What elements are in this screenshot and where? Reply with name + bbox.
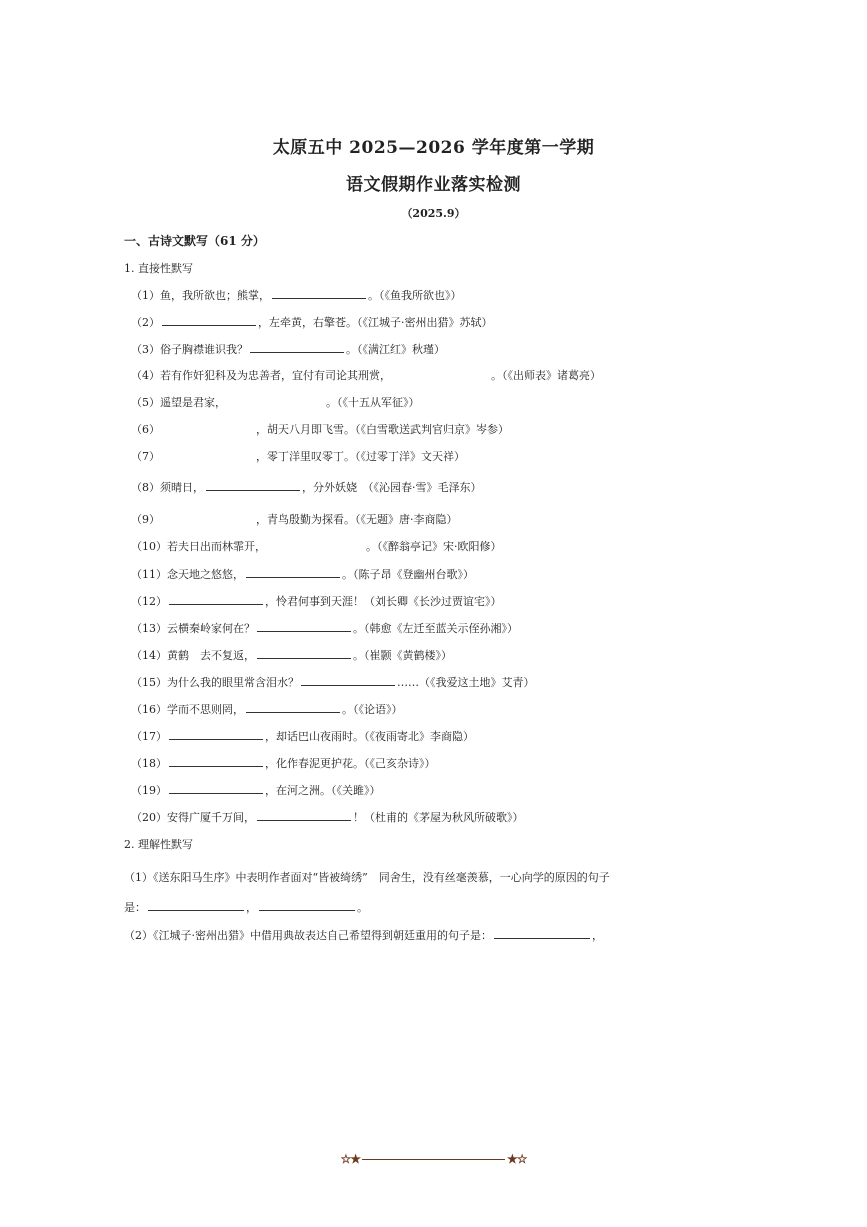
- answer-blank[interactable]: [257, 808, 351, 821]
- question-suffix: 。（《出师表》诸葛亮）: [491, 369, 601, 382]
- question-item: [131, 538, 502, 554]
- question-item: [131, 808, 524, 825]
- question-item: [131, 646, 452, 663]
- exam-date: （2025.9）: [401, 207, 466, 220]
- question-prefix: 学而不思则罔，: [167, 703, 244, 716]
- question-number: （9）: [131, 513, 160, 526]
- question-number: （6）: [131, 423, 160, 436]
- question-suffix: ，在河之洲。（《关雎》）: [265, 784, 381, 797]
- question-item: [131, 313, 493, 330]
- exam-title: 太原五中 2025—2026 学年度第一学期: [272, 138, 595, 158]
- question-item: [131, 700, 403, 717]
- question-suffix: ！（杜甫的《茅屋为秋风所破歌》）: [353, 811, 524, 824]
- question-suffix: 。（崔颢《黄鹤楼》）: [353, 649, 452, 662]
- answer-blank[interactable]: [301, 673, 395, 686]
- question-suffix: 。（《醉翁亭记》宋·欧阳修）: [366, 540, 502, 553]
- question-number: （8）: [131, 481, 160, 494]
- question-number: （17）: [131, 730, 167, 743]
- footer-stars-left: ☆★: [340, 1152, 360, 1166]
- answer-blank[interactable]: [148, 898, 244, 911]
- question-number: （5）: [131, 396, 160, 409]
- question-prefix: 黄鹤 去不复返，: [167, 649, 255, 662]
- question-suffix: ，青鸟殷勤为探看。（《无题》唐·李商隐）: [256, 513, 458, 526]
- question-suffix: ，左牵黄，右擎苍。（《江城子·密州出猎》苏轼）: [258, 316, 493, 329]
- question-prefix: 须晴日，: [160, 481, 204, 494]
- question-item: [131, 448, 465, 464]
- question-item: [131, 565, 474, 582]
- question-suffix: 。（《满江红》秋瑾）: [346, 343, 445, 356]
- question-item: [131, 367, 601, 383]
- answer-blank[interactable]: [169, 781, 263, 794]
- question-understanding-1: [124, 869, 610, 885]
- question-item: [131, 673, 535, 690]
- question-suffix: 。（韩愈《左迁至蓝关示侄孙湘》）: [353, 622, 518, 635]
- question-prefix: 鱼，我所欲也；熊掌，: [160, 289, 270, 302]
- question-number: （4）: [131, 369, 160, 382]
- question-prefix: 云横秦岭家何在？: [167, 622, 255, 635]
- section-heading: 一、古诗文默写（61 分）: [124, 234, 265, 248]
- question-item: [131, 592, 502, 609]
- question-number: （16）: [131, 703, 167, 716]
- question-number: （20）: [131, 811, 167, 824]
- question-number: （13）: [131, 622, 167, 635]
- page-footer: [0, 1152, 867, 1166]
- question-number: （18）: [131, 757, 167, 770]
- question-number: （12）: [131, 595, 167, 608]
- question-number: （3）: [131, 343, 160, 356]
- answer-blank[interactable]: [169, 727, 263, 740]
- question-item: [131, 478, 482, 495]
- answer-blank[interactable]: [206, 478, 300, 491]
- question-suffix: ，分外妖娆 （《沁园春·雪》毛泽东）: [302, 481, 482, 494]
- answer-blank[interactable]: [259, 898, 355, 911]
- subsection-direct: 1. 直接性默写: [124, 262, 193, 275]
- question-item: [131, 340, 445, 357]
- question-prefix: 安得广厦千万间，: [167, 811, 255, 824]
- question-text: （2）《江城子·密州出猎》中借用典故表达自己希望得到朝廷重用的句子是：: [124, 929, 492, 942]
- answer-blank[interactable]: [257, 619, 351, 632]
- question-number: （7）: [131, 450, 160, 463]
- question-suffix: ，怜君何事到天涯！（刘长卿《长沙过贾谊宅》）: [265, 595, 502, 608]
- question-number: （14）: [131, 649, 167, 662]
- answer-blank[interactable]: [169, 754, 263, 767]
- footer-rule: [362, 1159, 505, 1160]
- question-suffix: ，胡天八月即飞雪。（《白雪歌送武判官归京》岑参）: [256, 423, 509, 436]
- question-suffix: 。（《论语》）: [342, 703, 403, 716]
- answer-blank[interactable]: [246, 700, 340, 713]
- answer-blank[interactable]: [246, 565, 340, 578]
- question-prefix: 若有作奸犯科及为忠善者，宜付有司论其刑赏，: [160, 369, 391, 382]
- question-number: （1）: [131, 289, 160, 302]
- question-suffix: ……（《我爱这土地》艾青）: [397, 676, 535, 689]
- question-prefix: 念天地之悠悠，: [167, 568, 244, 581]
- question-prefix: 遥望是君家，: [160, 396, 226, 409]
- question-number: （2）: [131, 316, 160, 329]
- answer-blank[interactable]: [257, 646, 351, 659]
- question-item: [131, 421, 509, 437]
- question-suffix: 。（陈子昂《登幽州台歌》）: [342, 568, 474, 581]
- question-number: （10）: [131, 540, 167, 553]
- question-suffix: 。（《鱼我所欲也》）: [368, 289, 462, 302]
- question-item: [131, 619, 518, 636]
- question-item: [131, 781, 381, 798]
- question-understanding-2: [124, 926, 603, 943]
- question-prefix: 若夫日出而林霏开，: [167, 540, 266, 553]
- answer-prefix: 是：: [124, 901, 146, 914]
- question-suffix: ，零丁洋里叹零丁。（《过零丁洋》文天祥）: [256, 450, 465, 463]
- question-item: [131, 286, 462, 303]
- question-prefix: 为什么我的眼里常含泪水？: [167, 676, 299, 689]
- question-suffix: ，却话巴山夜雨时。（《夜雨寄北》李商隐）: [265, 730, 474, 743]
- question-suffix: ，化作春泥更护花。（《己亥杂诗》）: [265, 757, 436, 770]
- answer-blank[interactable]: [169, 592, 263, 605]
- footer-stars-right: ★☆: [507, 1152, 527, 1166]
- question-number: （19）: [131, 784, 167, 797]
- question-item: [131, 511, 458, 527]
- question-item: [131, 754, 436, 771]
- question-number: （11）: [131, 568, 167, 581]
- terminator: ，: [592, 929, 603, 942]
- answer-blank[interactable]: [162, 313, 256, 326]
- answer-blank[interactable]: [494, 926, 590, 939]
- terminator: 。: [357, 901, 368, 914]
- answer-blank[interactable]: [272, 286, 366, 299]
- question-suffix: 。（《十五从军征》）: [326, 396, 420, 409]
- answer-blank[interactable]: [250, 340, 344, 353]
- question-text: （1）《送东阳马生序》中表明作者面对“皆被绮绣” 同舍生，没有丝毫羡慕，一心向学的原因的句子: [124, 871, 610, 884]
- subsection-understanding: 2. 理解性默写: [124, 838, 193, 851]
- separator: ，: [246, 901, 257, 914]
- exam-subtitle: 语文假期作业落实检测: [346, 175, 521, 195]
- question-prefix: 俗子胸襟谁识我？: [160, 343, 248, 356]
- question-item: [131, 727, 474, 744]
- question-item: [131, 394, 420, 410]
- question-number: （15）: [131, 676, 167, 689]
- question-understanding-1-answer: [124, 898, 368, 915]
